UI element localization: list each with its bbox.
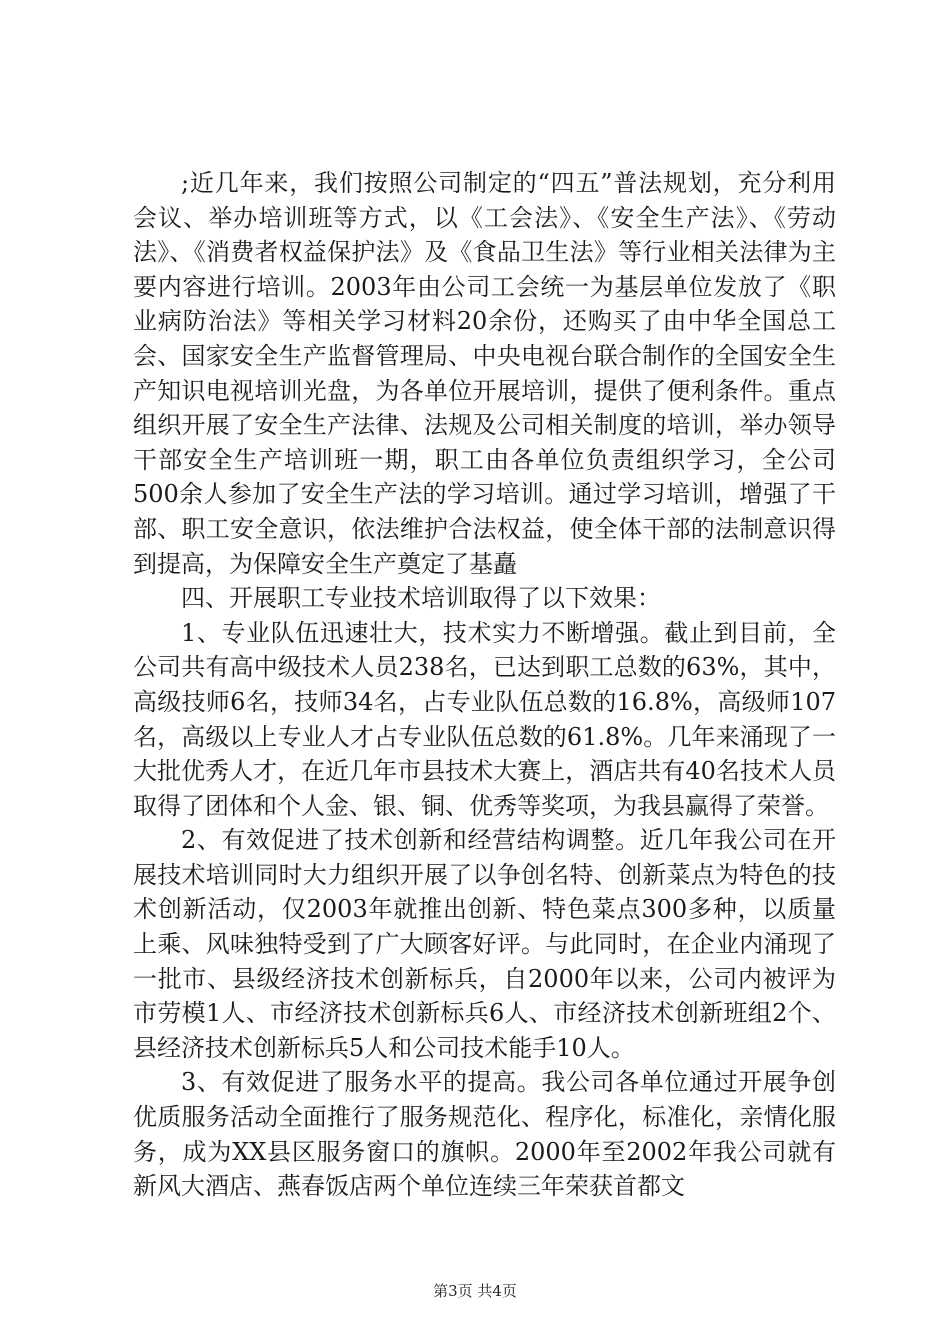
document-body [133,166,836,1204]
paragraph-item-2: 2、有效促进了技术创新和经营结构调整。近几年我公司在开展技术培训同时大力组织开展了以争创名特、创新菜点为特色的技术创新活动，仅2003年就推出创新、特色菜点300多种，以质量上乘、风味独特受到了广大顾客好评。与此同时，在企业内涌现了一批市、县级经济技术创新标兵，自2000年以来，公司内被评为市劳模1人、市经济技术创新标兵6人、市经济技术创新班组2个、县经济技术创新标兵5人和公司技术能手10人。 [133,826,836,1062]
paragraph-section-heading: 四、开展职工专业技术培训取得了以下效果： [181,584,661,613]
paragraph-item-1: 1、专业队伍迅速壮大，技术实力不断增强。截止到目前，全公司共有高中级技术人员238名，已达到职工总数的63%，其中，高级技师6名，技师34名，占专业队伍总数的16.8%，高级师107名，高级以上专业人才占专业队伍总数的61.8%。几年来涌现了一大批优秀人才，在近几年市县技术大赛上，酒店共有40名技术人员取得了团体和个人金、银、铜、优秀等奖项，为我县赢得了荣誉。 [133,618,836,820]
page-number-footer: 第3页 共4页 [433,1282,517,1300]
paragraph-item-3: 3、有效促进了服务水平的提高。我公司各单位通过开展争创优质服务活动全面推行了服务规范化、程序化，标准化，亲情化服务，成为XX县区服务窗口的旗帜。2000年至2002年我公司就有新风大酒店、燕春饭店两个单位连续三年荣获首都文 [133,1068,836,1201]
paragraph-legal-training: ;近几年来，我们按照公司制定的“四五”普法规划，充分利用会议、举办培训班等方式，以《工会法》、《安全生产法》、《劳动法》、《消费者权益保护法》及《食品卫生法》等行业相关法律为主要内容进行培训。2003年由公司工会统一为基层单位发放了《职业病防治法》等相关学习材料20余份，还购买了由中华全国总工会、国家安全生产监督管理局、中央电视台联合制作的全国安全生产知识电视培训光盘，为各单位开展培训，提供了便利条件。重点组织开展了安全生产法律、法规及公司相关制度的培训，举办领导干部安全生产培训班一期，职工由各单位负责组织学习，全公司500余人参加了安全生产法的学习培训。通过学习培训，增强了干部、职工安全意识，依法维护合法权益，使全体干部的法制意识得到提高，为保障安全生产奠定了基矗 [133,169,836,578]
